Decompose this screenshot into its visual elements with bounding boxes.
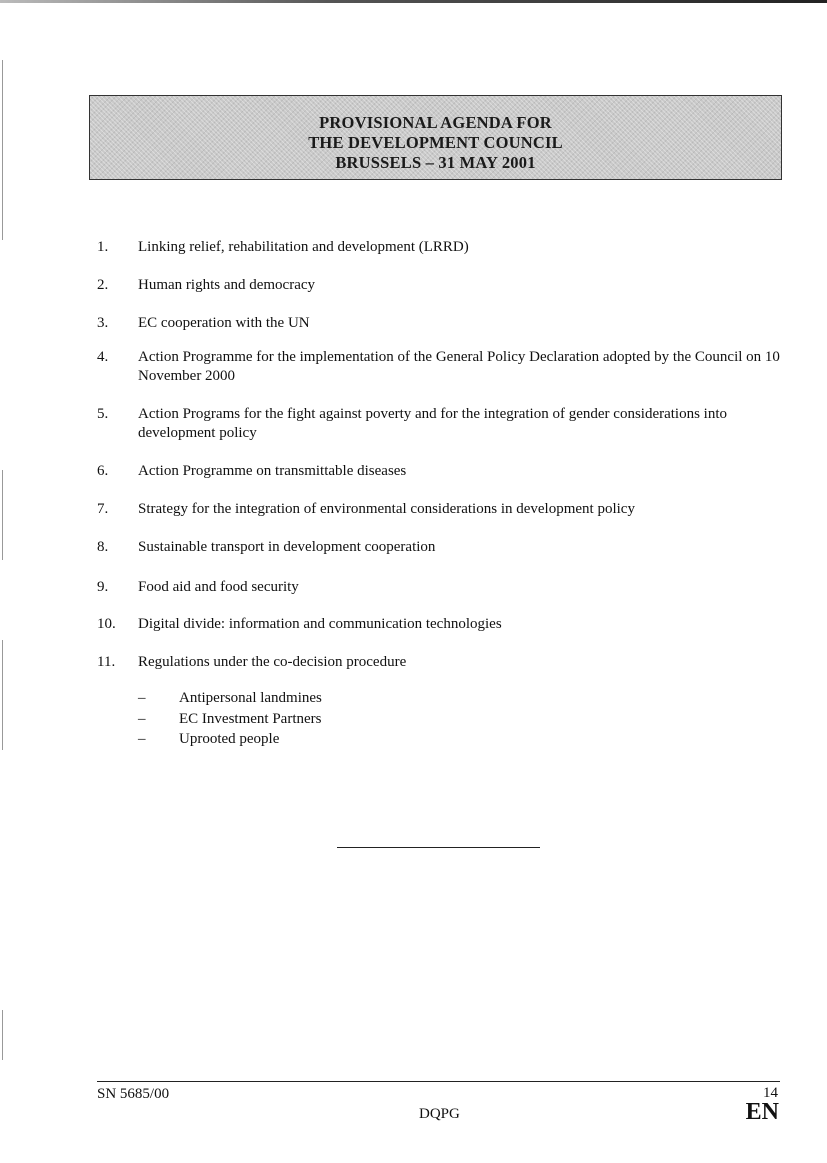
scan-margin-line xyxy=(2,640,3,750)
agenda-item-text: Regulations under the co-decision procedure xyxy=(138,654,407,670)
sub-item xyxy=(138,729,787,750)
agenda-item xyxy=(97,500,787,519)
page-number: 14 xyxy=(763,1085,778,1101)
agenda-item xyxy=(97,578,787,597)
sub-item-list xyxy=(138,688,787,750)
agenda-item-number: 11. xyxy=(97,654,116,670)
document-reference: SN 5685/00 xyxy=(97,1086,170,1102)
agenda-item-number: 4. xyxy=(97,349,109,365)
agenda-item-number: 10. xyxy=(97,616,116,632)
agenda-item-text: Human rights and democracy xyxy=(138,277,316,293)
agenda-item-text: Sustainable transport in development cooperation xyxy=(138,539,436,555)
department-code: DQPG xyxy=(419,1106,460,1122)
title-line-1: PROVISIONAL AGENDA FOR xyxy=(319,113,552,132)
sub-item-text: Antipersonal landmines xyxy=(179,690,322,706)
agenda-item-number: 9. xyxy=(97,579,109,595)
agenda-item-number: 6. xyxy=(97,463,109,479)
dash-bullet: – xyxy=(138,690,146,706)
dash-bullet: – xyxy=(138,710,146,727)
title-line-2: THE DEVELOPMENT COUNCIL xyxy=(308,133,563,152)
agenda-item xyxy=(97,538,787,557)
agenda-item-text: Action Programme for the implementation of the General Policy Declaration adopted by the Council on 10 November 2000 xyxy=(138,349,780,384)
sub-item xyxy=(138,688,787,709)
agenda-item xyxy=(97,615,787,634)
agenda-item-number: 5. xyxy=(97,406,109,422)
agenda-item-text: Strategy for the integration of environmental considerations in development policy xyxy=(138,501,635,517)
agenda-item xyxy=(97,276,787,295)
agenda-item-number: 1. xyxy=(97,239,109,255)
sub-item-text: Uprooted people xyxy=(179,731,280,747)
footer-rule xyxy=(97,1081,780,1082)
scan-margin-line xyxy=(2,470,3,560)
agenda-list xyxy=(97,238,787,750)
agenda-item xyxy=(97,462,787,481)
scan-margin-line xyxy=(2,60,3,240)
agenda-item-text: Linking relief, rehabilitation and development (LRRD) xyxy=(138,239,469,255)
language-code: EN xyxy=(745,1099,779,1125)
title-line-3: BRUSSELS – 31 MAY 2001 xyxy=(335,153,536,172)
agenda-item-text: Food aid and food security xyxy=(138,579,299,595)
agenda-item xyxy=(97,314,787,333)
sub-item-text: EC Investment Partners xyxy=(179,710,322,727)
dash-bullet: – xyxy=(138,731,146,747)
agenda-item-text: Action Programme on transmittable diseases xyxy=(138,463,407,479)
agenda-item-text: Action Programs for the fight against poverty and for the integration of gender considerations into development policy xyxy=(138,406,728,441)
agenda-item-number: 2. xyxy=(97,277,109,293)
title-banner xyxy=(89,95,782,180)
agenda-item-number: 7. xyxy=(97,501,109,517)
agenda-item-text: Digital divide: information and communication technologies xyxy=(138,616,502,632)
agenda-item xyxy=(97,348,787,386)
scan-margin-line xyxy=(2,1010,3,1060)
agenda-item xyxy=(97,405,787,443)
agenda-item-number: 8. xyxy=(97,539,109,555)
sub-item xyxy=(138,709,787,730)
agenda-item xyxy=(97,238,787,257)
agenda-item xyxy=(97,653,787,750)
agenda-item-number: 3. xyxy=(97,315,109,331)
top-rule xyxy=(0,0,827,3)
end-of-document-rule xyxy=(337,847,540,848)
agenda-item-text: EC cooperation with the UN xyxy=(138,315,310,331)
